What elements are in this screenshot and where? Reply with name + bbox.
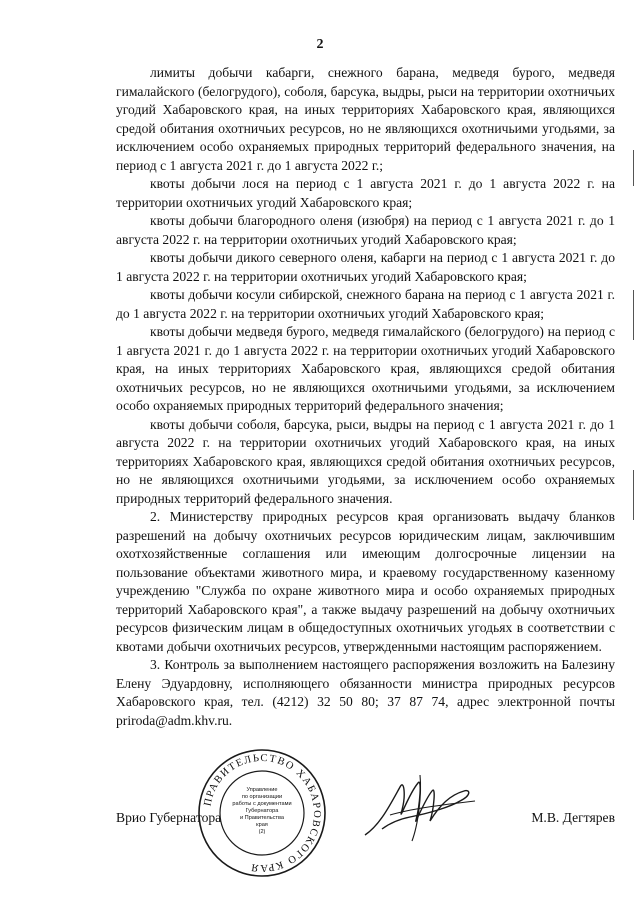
- paragraph: квоты добычи медведя бурого, медведя гималайского (белогрудого) на период с 1 августа 2021 г. до 1 августа 2022 г. на территории охотничьих угодий Хабаровского края, на иных территориях Хабаровского края, являющихся средой обитания охотничьих ресурсов, но не являющихся охотничьими угодьями, за исключением особо охраняемых природных территорий федерального значения;: [116, 324, 615, 413]
- margin-mark: [633, 290, 634, 340]
- svg-text:и Правительства: и Правительства: [240, 815, 284, 821]
- signer-name: М.В. Дегтярев: [531, 810, 615, 825]
- official-seal: [196, 747, 328, 879]
- signer-title: Врио Губернатора: [116, 810, 222, 825]
- svg-text:ПРАВИТЕЛЬСТВО ХАБАРОВСКОГО КРА: ПРАВИТЕЛЬСТВО ХАБАРОВСКОГО КРАЯ: [202, 752, 323, 874]
- margin-mark: [633, 470, 634, 520]
- svg-text:края: края: [256, 822, 268, 828]
- paragraph: 2. Министерству природных ресурсов края организовать выдачу бланков разрешений на добычу охотничьих ресурсов юридическим лицам, заключившим охотхозяйственные соглашения или имеющим долгосрочные лицензии на пользование объектами животного мира, и краевому государственному казенному учреждению "Служба по охране животного мира и особо охраняемых природных территорий Хабаровского края", а также выдачу разрешений на добычу охотничьих ресурсов физическим лицам в общедоступных охотничьих угодьях в соответствии с квотами добычи охотничьих ресурсов, утвержденными настоящим распоряжением.: [116, 509, 615, 654]
- page-number: 2: [316, 37, 324, 52]
- margin-mark: [633, 150, 634, 186]
- paragraph: лимиты добычи кабарги, снежного барана, медведя бурого, медведя гималайского (белогрудого), соболя, барсука, выдры, рыси на территории охотничьих угодий Хабаровского края, на иных территориях Хабаровского края, являющихся средой обитания охотничьих ресурсов, но не являющихся охотничьими угодьями, за исключением особо охраняемых природных территорий федерального значения, на период с 1 августа 2021 г. до 1 августа 2022 г.;: [116, 65, 615, 173]
- svg-text:Управление: Управление: [246, 787, 278, 793]
- paragraph: 3. Контроль за выполнением настоящего распоряжения возложить на Балезину Елену Эдуардовну, исполняющего обязанности министра природных ресурсов Хабаровского края, тел. (4212) 32 50 80; 37 87 74, адрес электронной почты priroda@adm.khv.ru.: [116, 657, 615, 728]
- document-body: [116, 64, 615, 730]
- paragraph: квоты добычи дикого северного оленя, кабарги на период с 1 августа 2021 г. до 1 августа 2022 г. на территории охотничьих угодий Хабаровского края;: [116, 250, 615, 284]
- svg-text:Губернатора: Губернатора: [245, 808, 279, 814]
- paragraph: квоты добычи соболя, барсука, рыси, выдры на период с 1 августа 2021 г. до 1 августа 2022 г. на территории охотничьих угодий Хабаровского края, на иных территориях Хабаровского края, являющихся средой обитания охотничьих ресурсов, но не являющихся охотничьими угодьями, за исключением особо охраняемых природных территорий федерального значения.: [116, 416, 615, 506]
- paragraph: квоты добычи косули сибирской, снежного барана на период с 1 августа 2021 г. до 1 августа 2022 г. на территории охотничьих угодий Хабаровского края;: [116, 287, 615, 321]
- paragraph: квоты добычи благородного оленя (изюбря) на период с 1 августа 2021 г. до 1 августа 2022 г. на территории охотничьих угодий Хабаровского края;: [116, 213, 615, 247]
- svg-text:работы с документами: работы с документами: [232, 801, 292, 807]
- svg-text:по организации: по организации: [241, 794, 283, 800]
- svg-text:(2): (2): [258, 829, 266, 835]
- handwritten-signature: [360, 765, 480, 845]
- paragraph: квоты добычи лося на период с 1 августа 2021 г. до 1 августа 2022 г. на территории охотничьих угодий Хабаровского края;: [116, 176, 615, 210]
